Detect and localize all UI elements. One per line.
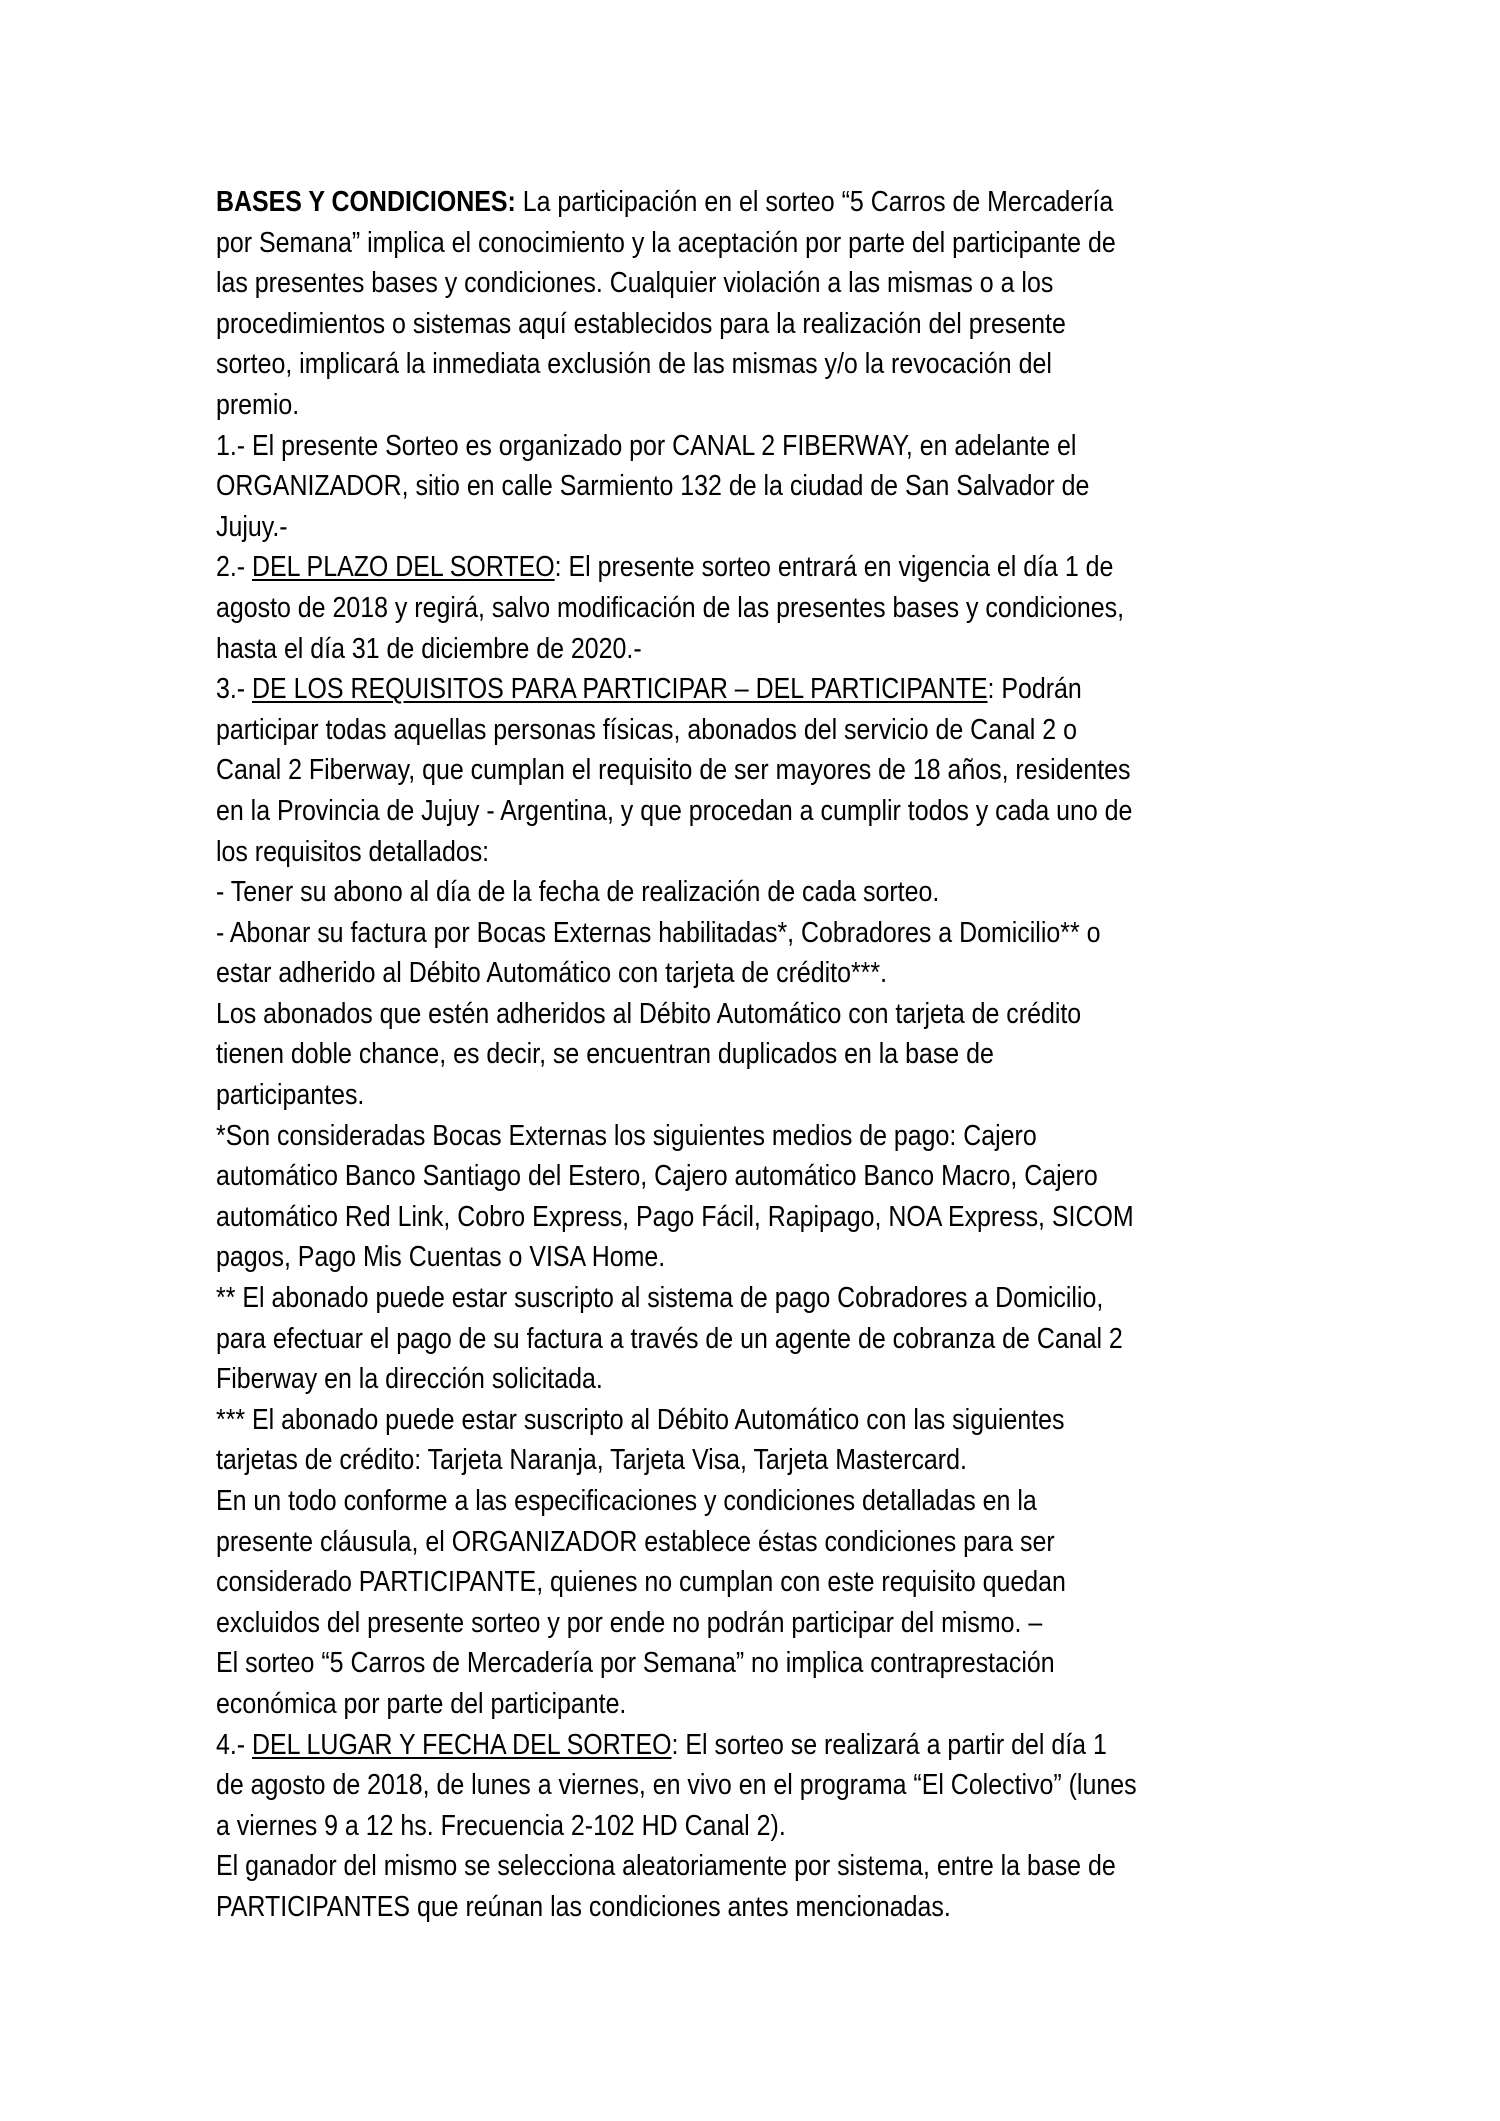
text-segment: en la Provincia de Jujuy - Argentina, y que procedan a cumplir todos y cada uno de bbox=[216, 794, 1133, 827]
text-line bbox=[216, 466, 1137, 507]
text-segment: 4.- bbox=[216, 1728, 253, 1761]
section-heading: DE LOS REQUISITOS PARA PARTICIPAR – DEL PARTICIPANTE bbox=[252, 673, 988, 706]
text-segment: El ganador del mismo se selecciona aleatoriamente por sistema, entre la base de bbox=[216, 1850, 1116, 1883]
section-heading: DEL LUGAR Y FECHA DEL SORTEO bbox=[252, 1728, 672, 1761]
text-segment: las presentes bases y condiciones. Cualquier violación a las mismas o a los bbox=[216, 267, 1054, 300]
text-line bbox=[216, 1075, 1137, 1116]
bold-heading: BASES Y CONDICIONES: bbox=[216, 186, 516, 218]
text-line bbox=[216, 507, 1137, 548]
text-line bbox=[216, 385, 1137, 426]
text-segment: *** El abonado puede estar suscripto al Débito Automático con las siguientes bbox=[216, 1403, 1065, 1436]
text-segment: PARTICIPANTES que reúnan las condiciones antes mencionadas. bbox=[216, 1890, 951, 1923]
text-segment: ** El abonado puede estar suscripto al sistema de pago Cobradores a Domicilio, bbox=[216, 1282, 1104, 1315]
text-line bbox=[216, 953, 1137, 994]
text-line bbox=[216, 1846, 1137, 1887]
text-segment: tienen doble chance, es decir, se encuentran duplicados en la base de bbox=[216, 1038, 994, 1071]
text-segment: presente cláusula, el ORGANIZADOR establece éstas condiciones para ser bbox=[216, 1525, 1055, 1558]
text-segment: 3.- bbox=[216, 673, 253, 706]
text-segment: Canal 2 Fiberway, que cumplan el requisito de ser mayores de 18 años, residentes bbox=[216, 754, 1131, 787]
text-segment: agosto de 2018 y regirá, salvo modificación de las presentes bases y condiciones, bbox=[216, 591, 1125, 624]
text-line bbox=[216, 791, 1137, 832]
text-segment: por Semana” implica el conocimiento y la aceptación por parte del participante de bbox=[216, 226, 1116, 259]
text-line bbox=[216, 1440, 1137, 1481]
text-line bbox=[216, 1562, 1137, 1603]
text-segment: estar adherido al Débito Automático con tarjeta de crédito***. bbox=[216, 957, 888, 990]
text-line bbox=[216, 547, 1137, 588]
text-segment: los requisitos detallados: bbox=[216, 835, 490, 868]
text-segment: : El presente sorteo entrará en vigencia el día 1 de bbox=[554, 551, 1114, 584]
text-segment: para efectuar el pago de su factura a través de un agente de cobranza de Canal 2 bbox=[216, 1322, 1123, 1355]
text-line bbox=[216, 994, 1137, 1035]
text-segment: ORGANIZADOR, sitio en calle Sarmiento 132 de la ciudad de San Salvador de bbox=[216, 470, 1090, 503]
text-line bbox=[216, 1643, 1137, 1684]
text-segment: : El sorteo se realizará a partir del día 1 bbox=[671, 1728, 1107, 1761]
section-heading: DEL PLAZO DEL SORTEO bbox=[252, 551, 555, 584]
text-segment: excluidos del presente sorteo y por ende no podrán participar del mismo. – bbox=[216, 1606, 1043, 1639]
text-line bbox=[216, 1725, 1137, 1766]
text-segment: económica por parte del participante. bbox=[216, 1687, 627, 1720]
text-segment: premio. bbox=[216, 388, 300, 421]
text-segment: pagos, Pago Mis Cuentas o VISA Home. bbox=[216, 1241, 666, 1274]
text-line bbox=[216, 913, 1137, 954]
text-line bbox=[216, 1116, 1137, 1157]
text-segment: automático Banco Santiago del Estero, Cajero automático Banco Macro, Cajero bbox=[216, 1160, 1098, 1193]
text-segment: a viernes 9 a 12 hs. Frecuencia 2-102 HD Canal 2). bbox=[216, 1809, 786, 1842]
text-line bbox=[216, 1522, 1137, 1563]
document-body bbox=[216, 182, 1286, 1928]
text-line bbox=[216, 1400, 1137, 1441]
text-line bbox=[216, 426, 1137, 467]
text-line bbox=[216, 182, 1137, 223]
text-line bbox=[216, 750, 1137, 791]
text-segment: automático Red Link, Cobro Express, Pago Fácil, Rapipago, NOA Express, SICOM bbox=[216, 1200, 1134, 1233]
text-segment: El sorteo “5 Carros de Mercadería por Semana” no implica contraprestación bbox=[216, 1647, 1055, 1680]
text-line bbox=[216, 304, 1137, 345]
text-segment: hasta el día 31 de diciembre de 2020.- bbox=[216, 632, 642, 665]
text-line bbox=[216, 588, 1137, 629]
text-segment: Los abonados que estén adheridos al Débito Automático con tarjeta de crédito bbox=[216, 997, 1082, 1030]
text-segment: La participación en el sorteo “5 Carros de Mercadería bbox=[515, 186, 1114, 218]
text-line bbox=[216, 832, 1137, 873]
text-line bbox=[216, 872, 1137, 913]
text-line bbox=[216, 1237, 1137, 1278]
text-segment: - Tener su abono al día de la fecha de realización de cada sorteo. bbox=[216, 876, 940, 909]
text-line bbox=[216, 1765, 1137, 1806]
text-line bbox=[216, 710, 1137, 751]
text-segment: *Son consideradas Bocas Externas los siguientes medios de pago: Cajero bbox=[216, 1119, 1037, 1152]
text-line bbox=[216, 669, 1137, 710]
text-segment: participar todas aquellas personas físicas, abonados del servicio de Canal 2 o bbox=[216, 713, 1077, 746]
text-line bbox=[216, 1481, 1137, 1522]
text-segment: : Podrán bbox=[987, 673, 1082, 706]
text-segment: considerado PARTICIPANTE, quienes no cumplan con este requisito quedan bbox=[216, 1566, 1066, 1599]
text-segment: tarjetas de crédito: Tarjeta Naranja, Tarjeta Visa, Tarjeta Mastercard. bbox=[216, 1444, 967, 1477]
text-line bbox=[216, 629, 1137, 670]
text-line bbox=[216, 1887, 1137, 1928]
text-line bbox=[216, 263, 1137, 304]
text-segment: Fiberway en la dirección solicitada. bbox=[216, 1363, 603, 1396]
text-line bbox=[216, 1359, 1137, 1400]
text-segment: de agosto de 2018, de lunes a viernes, en vivo en el programa “El Colectivo” (lunes bbox=[216, 1769, 1137, 1802]
text-segment: Jujuy.- bbox=[216, 510, 288, 543]
text-segment: En un todo conforme a las especificaciones y condiciones detalladas en la bbox=[216, 1485, 1037, 1517]
text-line bbox=[216, 223, 1137, 264]
text-segment: participantes. bbox=[216, 1079, 365, 1112]
text-line bbox=[216, 1806, 1137, 1847]
text-line bbox=[216, 1603, 1137, 1644]
text-line bbox=[216, 1156, 1137, 1197]
text-line bbox=[216, 1034, 1137, 1075]
text-line bbox=[216, 1278, 1137, 1319]
text-segment: sorteo, implicará la inmediata exclusión de las mismas y/o la revocación del bbox=[216, 348, 1052, 381]
text-segment: - Abonar su factura por Bocas Externas habilitadas*, Cobradores a Domicilio** o bbox=[216, 916, 1101, 949]
text-segment: procedimientos o sistemas aquí establecidos para la realización del presente bbox=[216, 307, 1066, 340]
text-line bbox=[216, 344, 1137, 385]
text-line bbox=[216, 1197, 1137, 1238]
text-line bbox=[216, 1319, 1137, 1360]
text-segment: 2.- bbox=[216, 551, 253, 584]
text-line bbox=[216, 1684, 1137, 1725]
text-segment: 1.- El presente Sorteo es organizado por CANAL 2 FIBERWAY, en adelante el bbox=[216, 429, 1077, 462]
